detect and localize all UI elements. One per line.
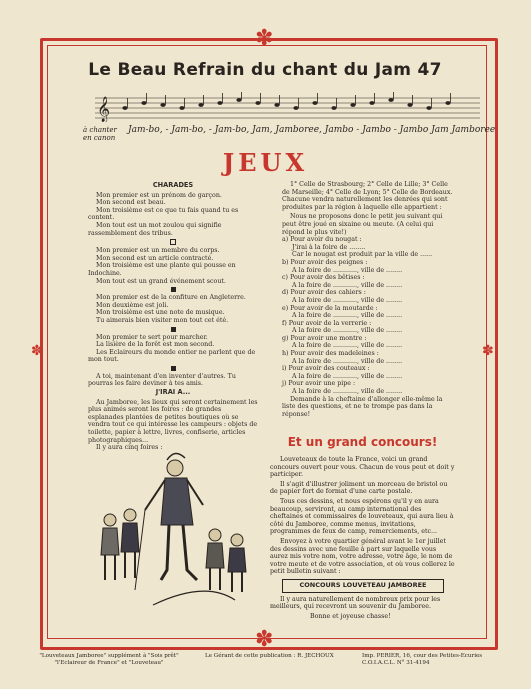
concours-text bbox=[270, 456, 456, 622]
music-note bbox=[388, 98, 393, 102]
question: g) Pour avoir une montre : bbox=[282, 334, 367, 342]
question: j) Pour avoir une pipe : bbox=[282, 380, 356, 388]
question-a: a) Pour avoir du nougat : bbox=[282, 236, 362, 244]
footer-printer-line2: C.O.I.A.C.L. N° 31-4194 bbox=[362, 660, 430, 666]
music-note bbox=[312, 101, 317, 105]
concours-p1: Louveteaux de toute la France, voici un grand concours ouvert pour vous. Chacun de vous peut et doit y participer. bbox=[270, 456, 455, 479]
charades-heading: CHARADES bbox=[152, 181, 194, 189]
question: b) Pour avoir des peignes : bbox=[282, 258, 368, 266]
concours-title: Et un grand concours! bbox=[287, 435, 438, 449]
separator-square-icon bbox=[171, 366, 176, 371]
charade-line: Tu aimerais bien visiter mon tout cet été. bbox=[96, 316, 229, 324]
question: e) Pour avoir de la moutarde : bbox=[282, 304, 378, 312]
top-ornament-icon: ✽ bbox=[255, 26, 274, 51]
music-note bbox=[179, 106, 184, 110]
game-closing: Demande à la cheftaine d'allonger elle-même la liste des questions, et ne te trompe pas dans la réponse! bbox=[282, 395, 443, 418]
music-note bbox=[407, 103, 412, 107]
concours-p6: Bonne et joyeuse chasse! bbox=[310, 612, 391, 620]
canon-label-line2: en canon bbox=[83, 134, 116, 142]
answer: A la foire de ............, ville de ........ bbox=[292, 312, 403, 320]
answer-a-1: J'irai à la foire de ........ bbox=[292, 243, 366, 251]
answer: A la foire de ............, ville de ........ bbox=[292, 281, 403, 289]
music-note bbox=[255, 101, 260, 105]
charade-4 bbox=[88, 334, 258, 364]
charade-2 bbox=[88, 247, 258, 285]
answer: A la foire de ............, ville de ........ bbox=[292, 327, 403, 335]
charade-3 bbox=[88, 294, 258, 324]
music-note bbox=[160, 103, 165, 107]
charade-line: Mon deuxième est joli. bbox=[96, 301, 169, 309]
concours-p2: Il s'agit d'illustrer joliment un morceau de bristol ou de papier fort de format d'une carte postale. bbox=[270, 480, 448, 496]
question: i) Pour avoir des couteaux : bbox=[282, 365, 370, 373]
song-title: Le Beau Refrain du chant du Jam 47 bbox=[88, 60, 442, 80]
charades-closing: A toi, maintenant d'en inventer d'autres. Tu pourras les faire deviner à tes amis. bbox=[88, 372, 236, 388]
charade-line: Mon premier est de la confiture en Angleterre. bbox=[96, 294, 246, 302]
game-proposal: Nous ne proposons donc le petit jeu suivant qui peut être joué en sixaine ou meute. (A celui qui répond le plus vite!) bbox=[282, 213, 443, 236]
answer: A la foire de ............, ville de ........ bbox=[292, 266, 403, 274]
music-note bbox=[198, 103, 203, 107]
charade-line: Mon second est beau. bbox=[96, 199, 166, 207]
charade-line: Mon premier est un prénom de garçon. bbox=[96, 191, 222, 199]
charade-line: La lisière de la forêt est mon second. bbox=[96, 341, 215, 349]
bottom-ornament-icon: ✽ bbox=[255, 627, 274, 652]
fairs-intro: 1° Celle de Strasbourg; 2° Celle de Lille; 3° Celle de Marseille; 4° Celle de Lyon; 5° Celle de Bordeaux. Chacune vendra naturellement les denrées qui sont produites par la région à laquelle elle appartient : bbox=[282, 181, 453, 211]
right-column bbox=[282, 181, 457, 418]
separator-square-icon bbox=[171, 287, 176, 292]
charade-line: Mon troisième est une plante qui pousse en Indochine. bbox=[88, 262, 236, 277]
scouts-illustration bbox=[75, 440, 260, 620]
footer-printer bbox=[362, 653, 522, 667]
jirai-end: Il y aura cinq foires : bbox=[96, 444, 163, 452]
music-note bbox=[217, 101, 222, 105]
answer-a-2: Car le nougat est produit par la ville de ...... bbox=[292, 251, 433, 259]
charade-1 bbox=[88, 192, 258, 238]
left-column bbox=[88, 181, 258, 452]
answer: A la foire de ............, ville de ........ bbox=[292, 388, 403, 396]
music-note bbox=[331, 106, 336, 110]
question: h) Pour avoir des madeleines : bbox=[282, 350, 379, 358]
footer-publication-line2: "l'Eclaireur de France" et "Louveteau" bbox=[54, 660, 164, 666]
separator-square-icon bbox=[170, 239, 176, 245]
music-note bbox=[426, 106, 431, 110]
song-lyrics: Jam-bo, - Jam-bo, - Jam-bo, Jam, Jamboree, Jambo - Jambo - Jambo Jam Jamboree bbox=[128, 125, 496, 135]
music-note bbox=[350, 103, 355, 107]
concours-p5: Il y aura naturellement de nombreux prix pour les meilleurs, qui recevront un souvenir du Jamboree. bbox=[270, 595, 441, 611]
concours-p4: Envoyez à votre quartier général avant le 1er juillet des dessins avec une feuille à part sur laquelle vous aurez mis votre nom, votre adresse, votre âge, le nom de votre meute et de votre association, et où vous collerez le petit bulletin suivant : bbox=[270, 537, 455, 576]
answer: A la foire de ............, ville de ........ bbox=[292, 372, 403, 380]
question: d) Pour avoir des cahiers : bbox=[282, 289, 366, 297]
music-staff bbox=[95, 92, 480, 122]
charade-line: Mon troisième est une note de musique. bbox=[96, 309, 225, 317]
jirai-heading: J'IRAI A... bbox=[155, 388, 191, 397]
section-title: JEUX bbox=[222, 148, 309, 177]
music-note bbox=[236, 98, 241, 102]
charade-line: Mon tout est un mot zoulou qui signifie rassemblement des tribus. bbox=[88, 221, 222, 237]
music-note bbox=[445, 101, 450, 105]
right-ornament-icon: ✽ bbox=[482, 343, 494, 359]
footer-printer-line1: Imp. PERIER, 16, cour des Petites-Ecuries bbox=[362, 653, 483, 659]
question: c) Pour avoir des bêtises : bbox=[282, 274, 365, 282]
question-list bbox=[282, 259, 457, 396]
charade-line: Mon tout est un grand événement scout. bbox=[96, 277, 226, 285]
charade-line: Mon premier te sert pour marcher. bbox=[96, 333, 208, 341]
charade-line: Mon premier est un membre du corps. bbox=[96, 247, 220, 255]
music-note bbox=[141, 101, 146, 105]
answer: A la foire de ............, ville de ........ bbox=[292, 357, 403, 365]
footer-publication bbox=[34, 653, 184, 667]
charade-line: Mon troisième est ce que tu fais quand tu es content. bbox=[88, 206, 239, 222]
footer-publication-line1: "Louveteaux Jamboree" supplément à "Sois prêt" bbox=[39, 653, 179, 659]
separator-square-icon bbox=[171, 327, 176, 332]
jirai-text: Au Jamboree, les lieux qui seront certainement les plus animés seront les foires : de grandes esplanades plantées de petites boutiques où se vendra tout ce qui intéresse les campeurs : objets de toilette, papier à lettre, livres, confiserie, articles photographiques... bbox=[88, 398, 258, 444]
music-note bbox=[122, 106, 127, 110]
canon-label bbox=[83, 126, 117, 142]
canon-label-line1: à chanter bbox=[83, 126, 117, 134]
left-ornament-icon: ✽ bbox=[31, 343, 43, 359]
answer: A la foire de ............, ville de ........ bbox=[292, 296, 403, 304]
footer-manager: Le Gérant de cette publication : R. JECHOUX bbox=[205, 653, 334, 659]
music-note bbox=[369, 101, 374, 105]
charade-line: Les Eclaireurs du monde entier ne parlent que de mon tout. bbox=[88, 348, 256, 364]
question: f) Pour avoir de la verrerie : bbox=[282, 319, 372, 327]
svg-text:𝄞: 𝄞 bbox=[97, 97, 111, 122]
music-note bbox=[274, 103, 279, 107]
answer: A la foire de ............, ville de ........ bbox=[292, 342, 403, 350]
concours-bulletin-box: CONCOURS LOUVETEAU JAMBOREE bbox=[282, 579, 444, 593]
charade-line: Mon second est un article contracté. bbox=[96, 254, 214, 262]
music-note bbox=[293, 106, 298, 110]
concours-p3: Tous ces dessins, et nous espérons qu'il y en aura beaucoup, serviront, au camp international des cheftaines et commissaires de louveteaux, qui aura lieu à côté du Jamboree, comme menus, invitations, programmes de feux de camp, remerciements, etc... bbox=[270, 497, 454, 536]
